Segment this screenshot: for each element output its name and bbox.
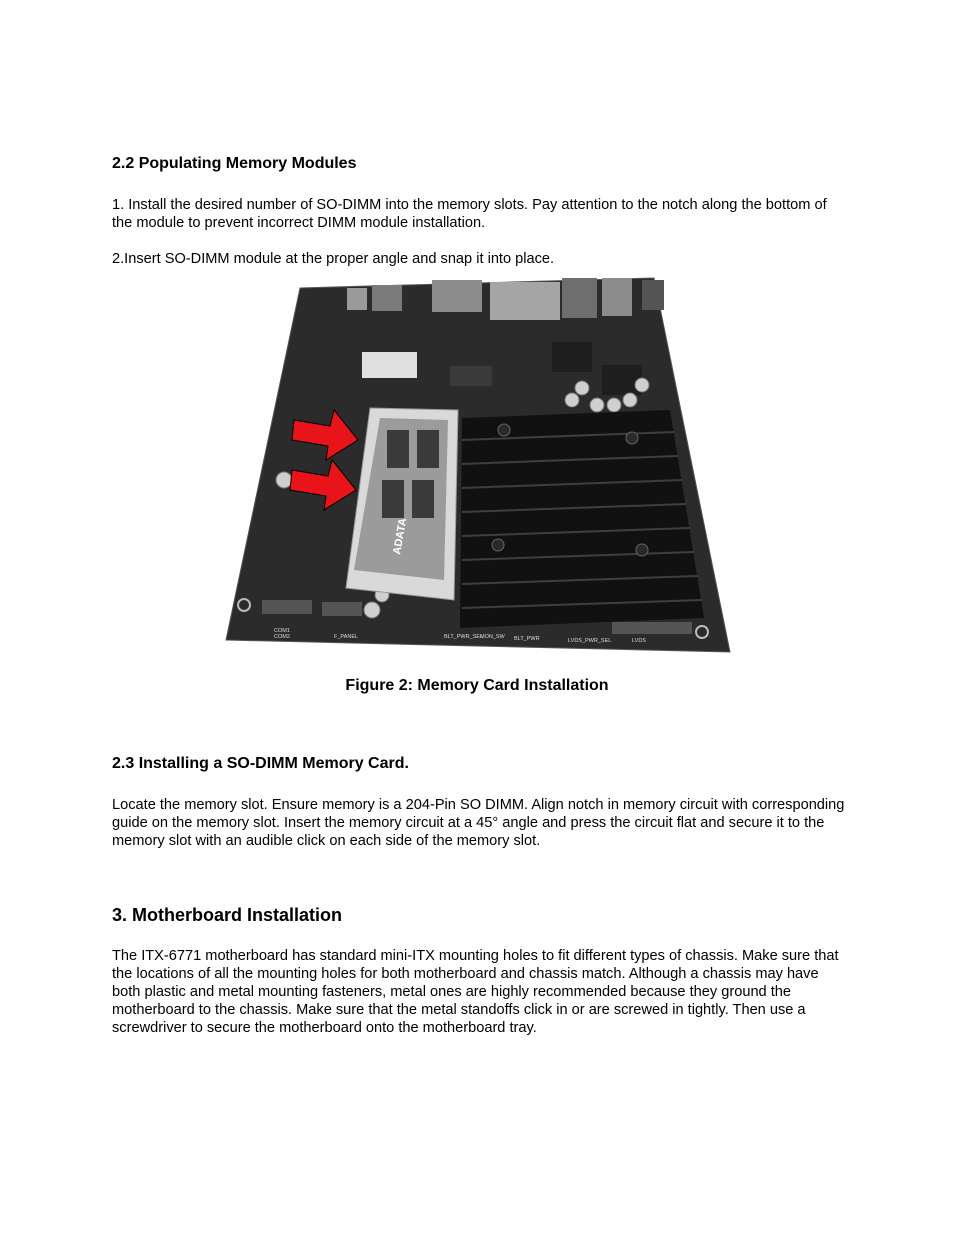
section-3-paragraph: The ITX-6771 motherboard has standard mini-ITX mounting holes to fit different types of chassis. Make sure that the locations of all the mounting holes for both motherboard and chassis match. Although a chassis may have both plastic and metal mounting fasteners, metal ones are highly recommended because they ground the motherboard to the chassis. Make sure that the metal standoffs click in or are screwed in tightly. Then use a screwdriver to secure the motherboard onto the motherboard tray.	[112, 948, 839, 1036]
figure-caption: Figure 2: Memory Card Installation	[345, 677, 609, 694]
board-label-mon-sw: MON_SW	[480, 634, 505, 640]
section-2-2-paragraph-1: 1. Install the desired number of SO-DIMM into the memory slots. Pay attention to the notch along the bottom of the module to prevent incorrect DIMM module installation.	[112, 197, 827, 231]
board-label-lvds: LVDS	[632, 638, 646, 644]
io-connector	[432, 280, 482, 312]
heatsink	[460, 410, 704, 628]
board-label-com2: COM2	[274, 634, 290, 640]
chip	[552, 342, 592, 372]
board-label-f-panel: F_PANEL	[334, 634, 359, 640]
board-label-com1: COM1	[274, 628, 290, 634]
board-label-blt-pwr-sel: BLT_PWR_SEL	[444, 634, 484, 640]
section-2-2-heading: 2.2 Populating Memory Modules	[112, 155, 357, 172]
board-label-lvds-pwr-sel: LVDS_PWR_SEL	[568, 638, 612, 644]
chip	[602, 365, 642, 395]
io-connector	[642, 280, 664, 310]
chip	[450, 366, 492, 386]
section-2-2-paragraph-2: 2.Insert SO-DIMM module at the proper angle and snap it into place.	[112, 251, 555, 267]
chip-label	[362, 352, 417, 378]
section-3-heading: 3. Motherboard Installation	[112, 905, 343, 925]
io-connector	[602, 278, 632, 316]
io-connector	[490, 282, 560, 320]
section-2-3-heading: 2.3 Installing a SO-DIMM Memory Card.	[112, 755, 409, 772]
motherboard-figure	[222, 270, 734, 660]
board-label-blt-pwr: BLT_PWR	[514, 636, 540, 642]
section-2-3-paragraph: Locate the memory slot. Ensure memory is a 204-Pin SO DIMM. Align notch in memory circuit with corresponding guide on the memory slot. Insert the memory circuit at a 45° angle and press the circuit flat and secure it to the memory slot with an audible click on each side of the memory slot.	[112, 797, 845, 849]
io-connector	[562, 278, 597, 318]
io-connector	[347, 288, 367, 310]
io-connector	[372, 285, 402, 311]
module-brand-label: ADATA	[391, 517, 410, 556]
